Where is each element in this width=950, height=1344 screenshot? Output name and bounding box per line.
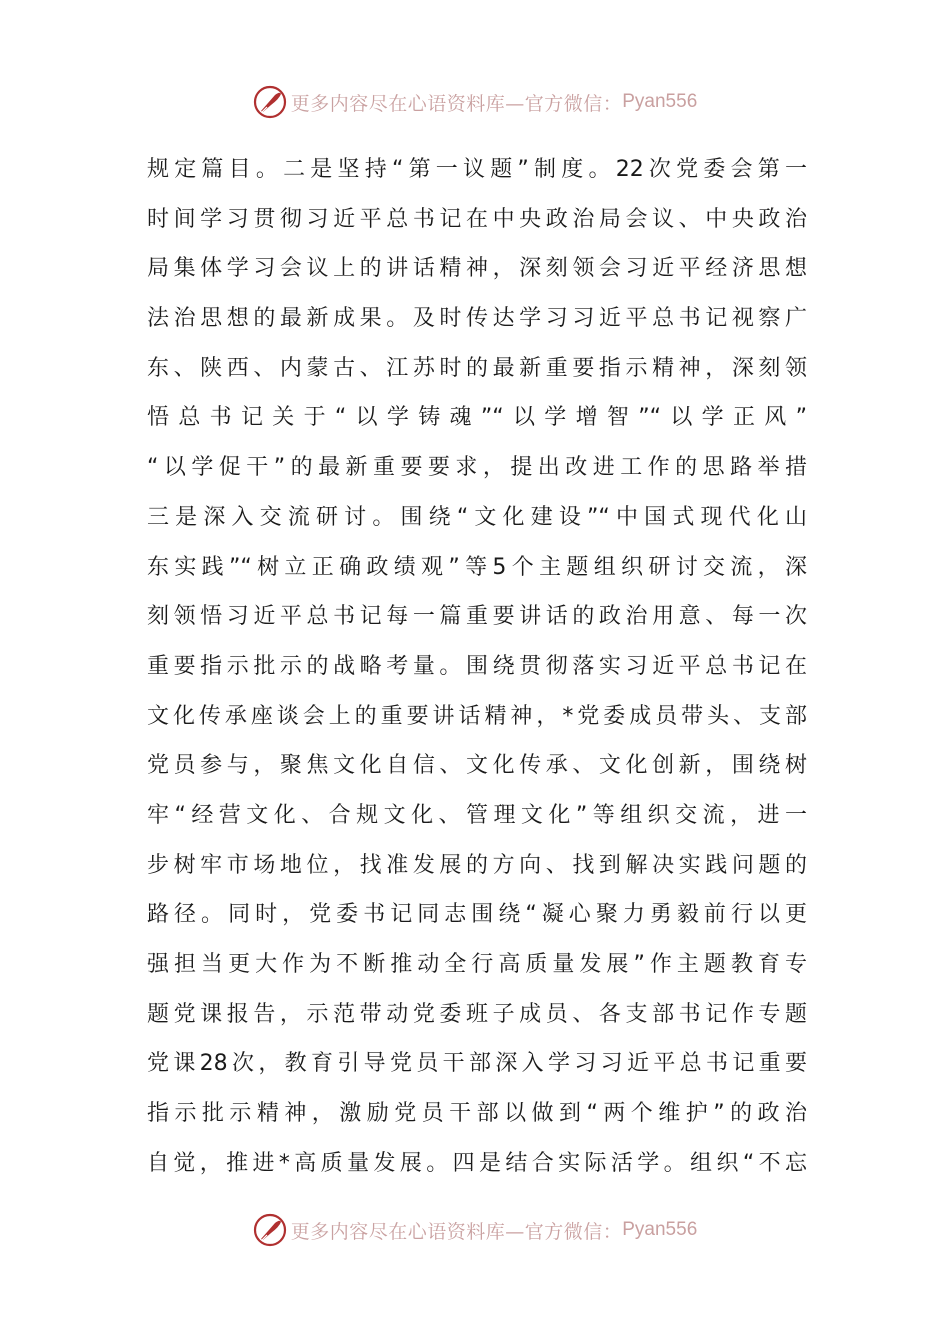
text-line: 党员参与，聚焦文化自信、文化传承、文化创新，围绕树 bbox=[147, 753, 807, 779]
text-line: 指示批示精神，激励党员干部以做到“两个维护”的政治 bbox=[147, 1101, 807, 1127]
feather-logo-icon bbox=[253, 85, 287, 119]
text-line: 东实践”“树立正确政绩观”等5个主题组织研讨交流，深 bbox=[147, 554, 807, 580]
text-line: 自觉，推进*高质量发展。四是结合实际活学。组织“不忘 bbox=[147, 1150, 807, 1176]
text-line: 三是深入交流研讨。围绕“文化建设”“中国式现代化山 bbox=[147, 504, 807, 530]
watermark-text: 更多内容尽在心语资料库—官方微信： bbox=[290, 92, 623, 115]
text-line: 悟总书记关于“以学铸魂”“以学增智”“以学正风” bbox=[147, 405, 807, 431]
document-body bbox=[147, 145, 807, 1188]
watermark-wechat-id: Pyan556 bbox=[622, 1219, 698, 1240]
text-line: 刻领悟习近平总书记每一篇重要讲话的政治用意、每一次 bbox=[147, 604, 807, 630]
watermark-banner-bottom bbox=[0, 1210, 950, 1250]
text-line: 党课28次，教育引导党员干部深入学习习近平总书记重要 bbox=[147, 1051, 807, 1077]
text-line: 牢“经营文化、合规文化、管理文化”等组织交流，进一 bbox=[147, 802, 807, 828]
watermark-banner-top bbox=[0, 82, 950, 122]
feather-logo-icon bbox=[253, 1213, 287, 1247]
text-line: 文化传承座谈会上的重要讲话精神，*党委成员带头、支部 bbox=[147, 703, 807, 729]
watermark-text: 更多内容尽在心语资料库—官方微信： bbox=[290, 1220, 623, 1243]
text-line: 时间学习贯彻习近平总书记在中央政治局会议、中央政治 bbox=[147, 206, 807, 232]
text-line: 强担当更大作为不断推动全行高质量发展”作主题教育专 bbox=[147, 952, 807, 977]
text-line: 路径。同时，党委书记同志围绕“凝心聚力勇毅前行以更 bbox=[147, 902, 807, 928]
text-line: 局集体学习会议上的讲话精神，深刻领会习近平经济思想 bbox=[147, 256, 807, 282]
text-line: 重要指示批示的战略考量。围绕贯彻落实习近平总书记在 bbox=[147, 653, 807, 679]
text-line: 步树牢市场地位，找准发展的方向、找到解决实践问题的 bbox=[147, 852, 807, 878]
text-line: 东、陕西、内蒙古、江苏时的最新重要指示精神，深刻领 bbox=[147, 355, 807, 381]
text-line: 题党课报告，示范带动党委班子成员、各支部书记作专题 bbox=[147, 1001, 807, 1027]
text-line: 法治思想的最新成果。及时传达学习习近平总书记视察广 bbox=[147, 306, 807, 332]
text-line: “以学促干”的最新重要要求，提出改进工作的思路举措 bbox=[147, 455, 807, 481]
watermark-wechat-id: Pyan556 bbox=[622, 91, 698, 112]
text-line: 规定篇目。二是坚持“第一议题”制度。22次党委会第一 bbox=[147, 157, 807, 182]
